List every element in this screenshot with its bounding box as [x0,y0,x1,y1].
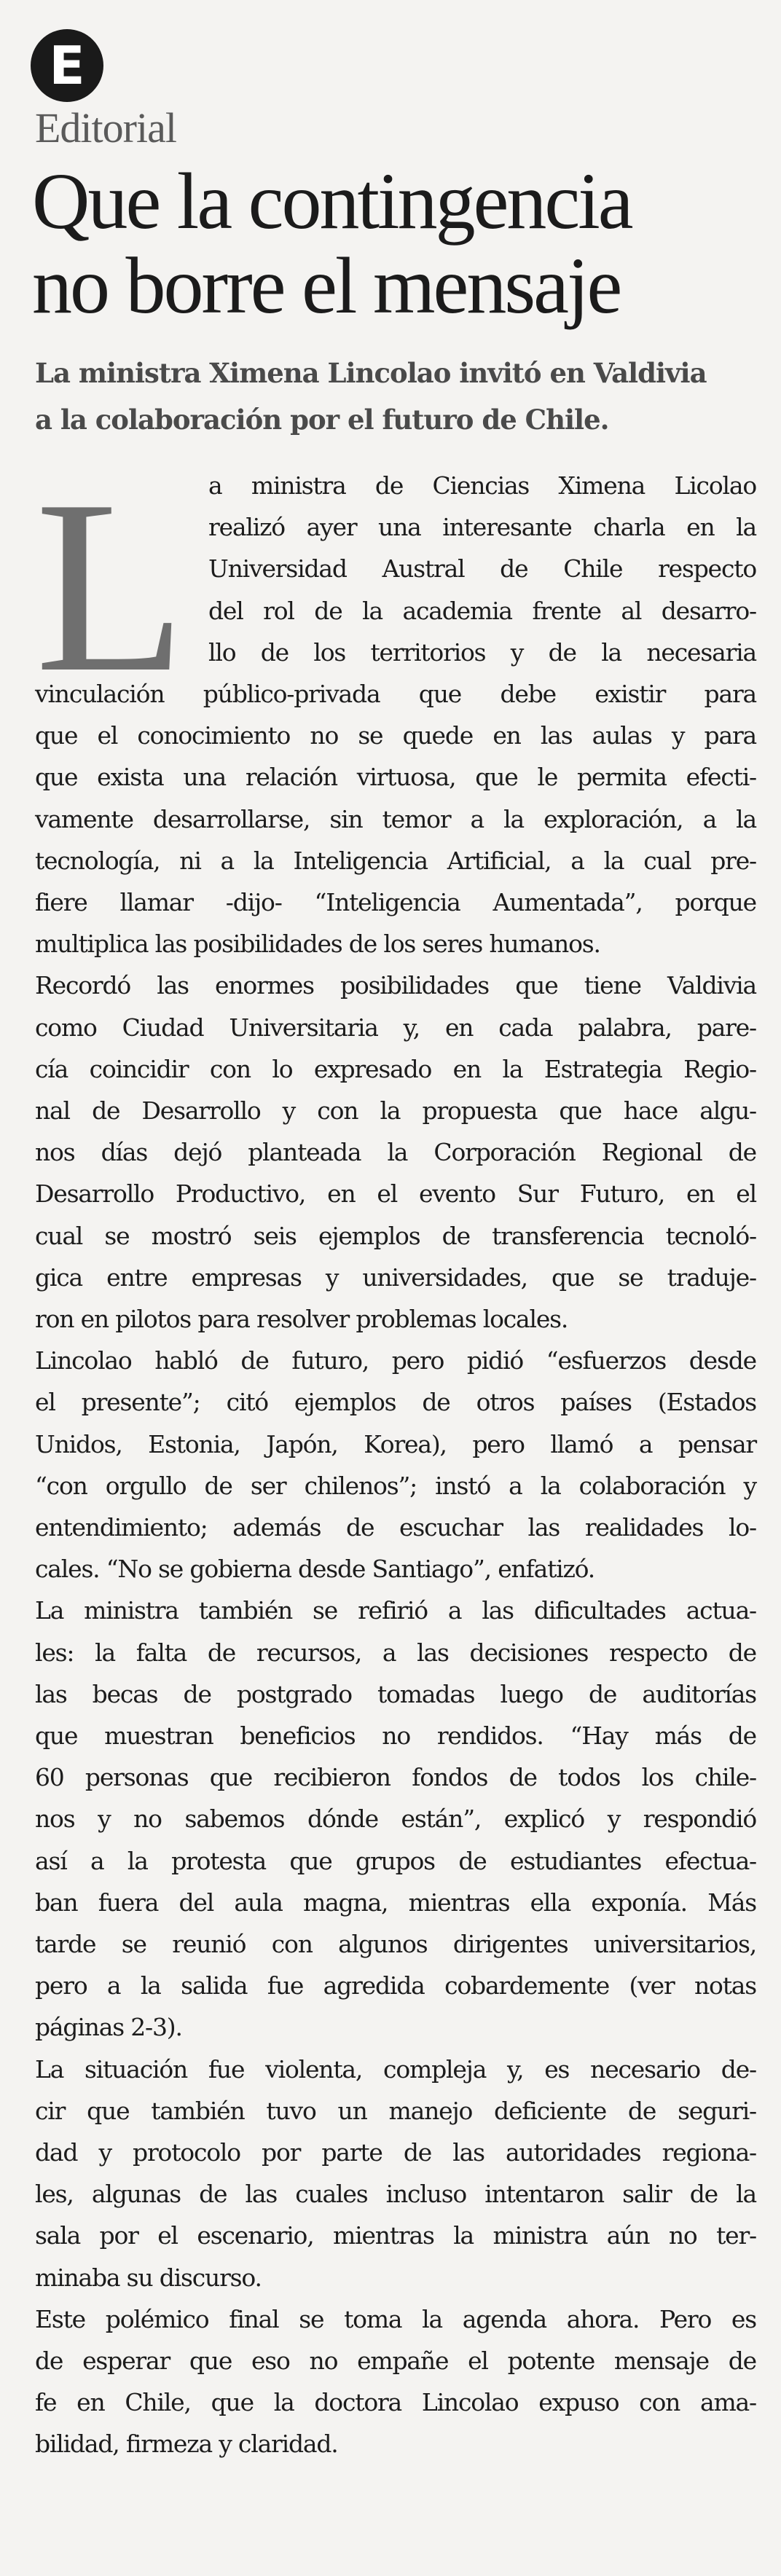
body-line: multiplica las posibilidades de los seres humanos. [35,930,600,958]
body-line: nal de Desarrollo y con la propuesta que hace algu- [35,1096,756,1125]
body-line: fiere llamar -dijo- “Inteligencia Aumentada”, porque [35,888,756,916]
body-line: que exista una relación virtuosa, que le permita efecti- [35,763,756,791]
body-line: nos y no sabemos dónde están”, explicó y respondió [35,1805,756,1833]
body-line: Universidad Austral de Chile respecto [208,554,756,583]
body-line: sala por el escenario, mientras la ministra aún no ter- [35,2221,756,2250]
section-label: Editorial [35,104,176,152]
body-line: minaba su discurso. [35,2263,262,2292]
body-line: les, algunas de las cuales incluso intentaron salir de la [35,2180,756,2208]
headline-line: Que la contingencia [32,157,632,246]
body-line: pero a la salida fue agredida cobardemente (ver notas [35,1971,756,2000]
subheadline-line: La ministra Ximena Lincolao invitó en Valdivia [35,357,707,389]
body-line: del rol de la academia frente al desarro- [208,597,756,625]
body-line: bilidad, firmeza y claridad. [35,2430,338,2458]
body-line: cía coincidir con lo expresado en la Estrategia Regio- [35,1055,756,1083]
body-line: La situación fue violenta, compleja y, es necesario de- [35,2055,756,2084]
body-line: La ministra también se refirió a las dificultades actua- [35,1596,756,1625]
body-line: Unidos, Estonia, Japón, Korea), pero llamó a pensar [35,1430,756,1458]
body-line: vamente desarrollarse, sin temor a la exploración, a la [35,805,756,833]
body-line: tarde se reunió con algunos dirigentes universitarios, [35,1930,756,1958]
body-line: Recordó las enormes posibilidades que tiene Valdivia [35,971,756,1000]
body-line: que el conocimiento no se quede en las aulas y para [35,721,756,750]
body-line: ban fuera del aula magna, mientras ella exponía. Más [35,1888,756,1917]
body-line: dad y protocolo por parte de las autoridades regiona- [35,2138,756,2167]
body-line: Lincolao habló de futuro, pero pidió “esfuerzos desde [35,1346,756,1375]
body-line: ron en pilotos para resolver problemas locales. [35,1305,568,1333]
body-line: cales. “No se gobierna desde Santiago”, enfatizó. [35,1555,595,1583]
body-line: gica entre empresas y universidades, que se traduje- [35,1263,756,1292]
body-line: Desarrollo Productivo, en el evento Sur Futuro, en el [35,1179,756,1208]
body-line: de esperar que eso no empañe el potente mensaje de [35,2347,756,2375]
body-line: llo de los territorios y de la necesaria [208,638,756,667]
drop-cap: L [35,449,187,723]
body-line: vinculación público-privada que debe existir para [35,680,756,708]
body-line: el presente”; citó ejemplos de otros países (Estados [35,1388,756,1416]
body-line: les: la falta de recursos, a las decisiones respecto de [35,1638,756,1667]
subheadline-line: a la colaboración por el futuro de Chile. [35,404,609,436]
body-line: cir que también tuvo un manejo deficiente de seguri- [35,2097,756,2125]
headline [32,159,753,328]
body-line: 60 personas que recibieron fondos de todos los chile- [35,1763,756,1791]
body-line: cual se mostró seis ejemplos de transferencia tecnoló- [35,1222,756,1250]
body-line: Este polémico final se toma la agenda ahora. Pero es [35,2305,756,2333]
body-line: “con orgullo de ser chilenos”; instó a la colaboración y [35,1472,756,1500]
body-line: que muestran beneficios no rendidos. “Hay más de [35,1721,756,1750]
body-line: las becas de postgrado tomadas luego de auditorías [35,1680,756,1708]
body-line: así a la protesta que grupos de estudiantes efectua- [35,1847,756,1875]
body-line: páginas 2-3). [35,2013,182,2041]
body-line: como Ciudad Universitaria y, en cada palabra, pare- [35,1013,756,1042]
body-line: realizó ayer una interesante charla en la [208,513,756,541]
subheadline [35,350,756,443]
editorial-badge: E [31,29,103,102]
body-line: tecnología, ni a la Inteligencia Artificial, a la cual pre- [35,847,756,875]
body-line: fe en Chile, que la doctora Lincolao expuso con ama- [35,2388,756,2416]
body-line: entendimiento; además de escuchar las realidades lo- [35,1513,756,1542]
headline-line: no borre el mensaje [32,241,621,330]
body-line: a ministra de Ciencias Ximena Licolao [208,471,756,500]
body-line: nos días dejó planteada la Corporación Regional de [35,1138,756,1166]
